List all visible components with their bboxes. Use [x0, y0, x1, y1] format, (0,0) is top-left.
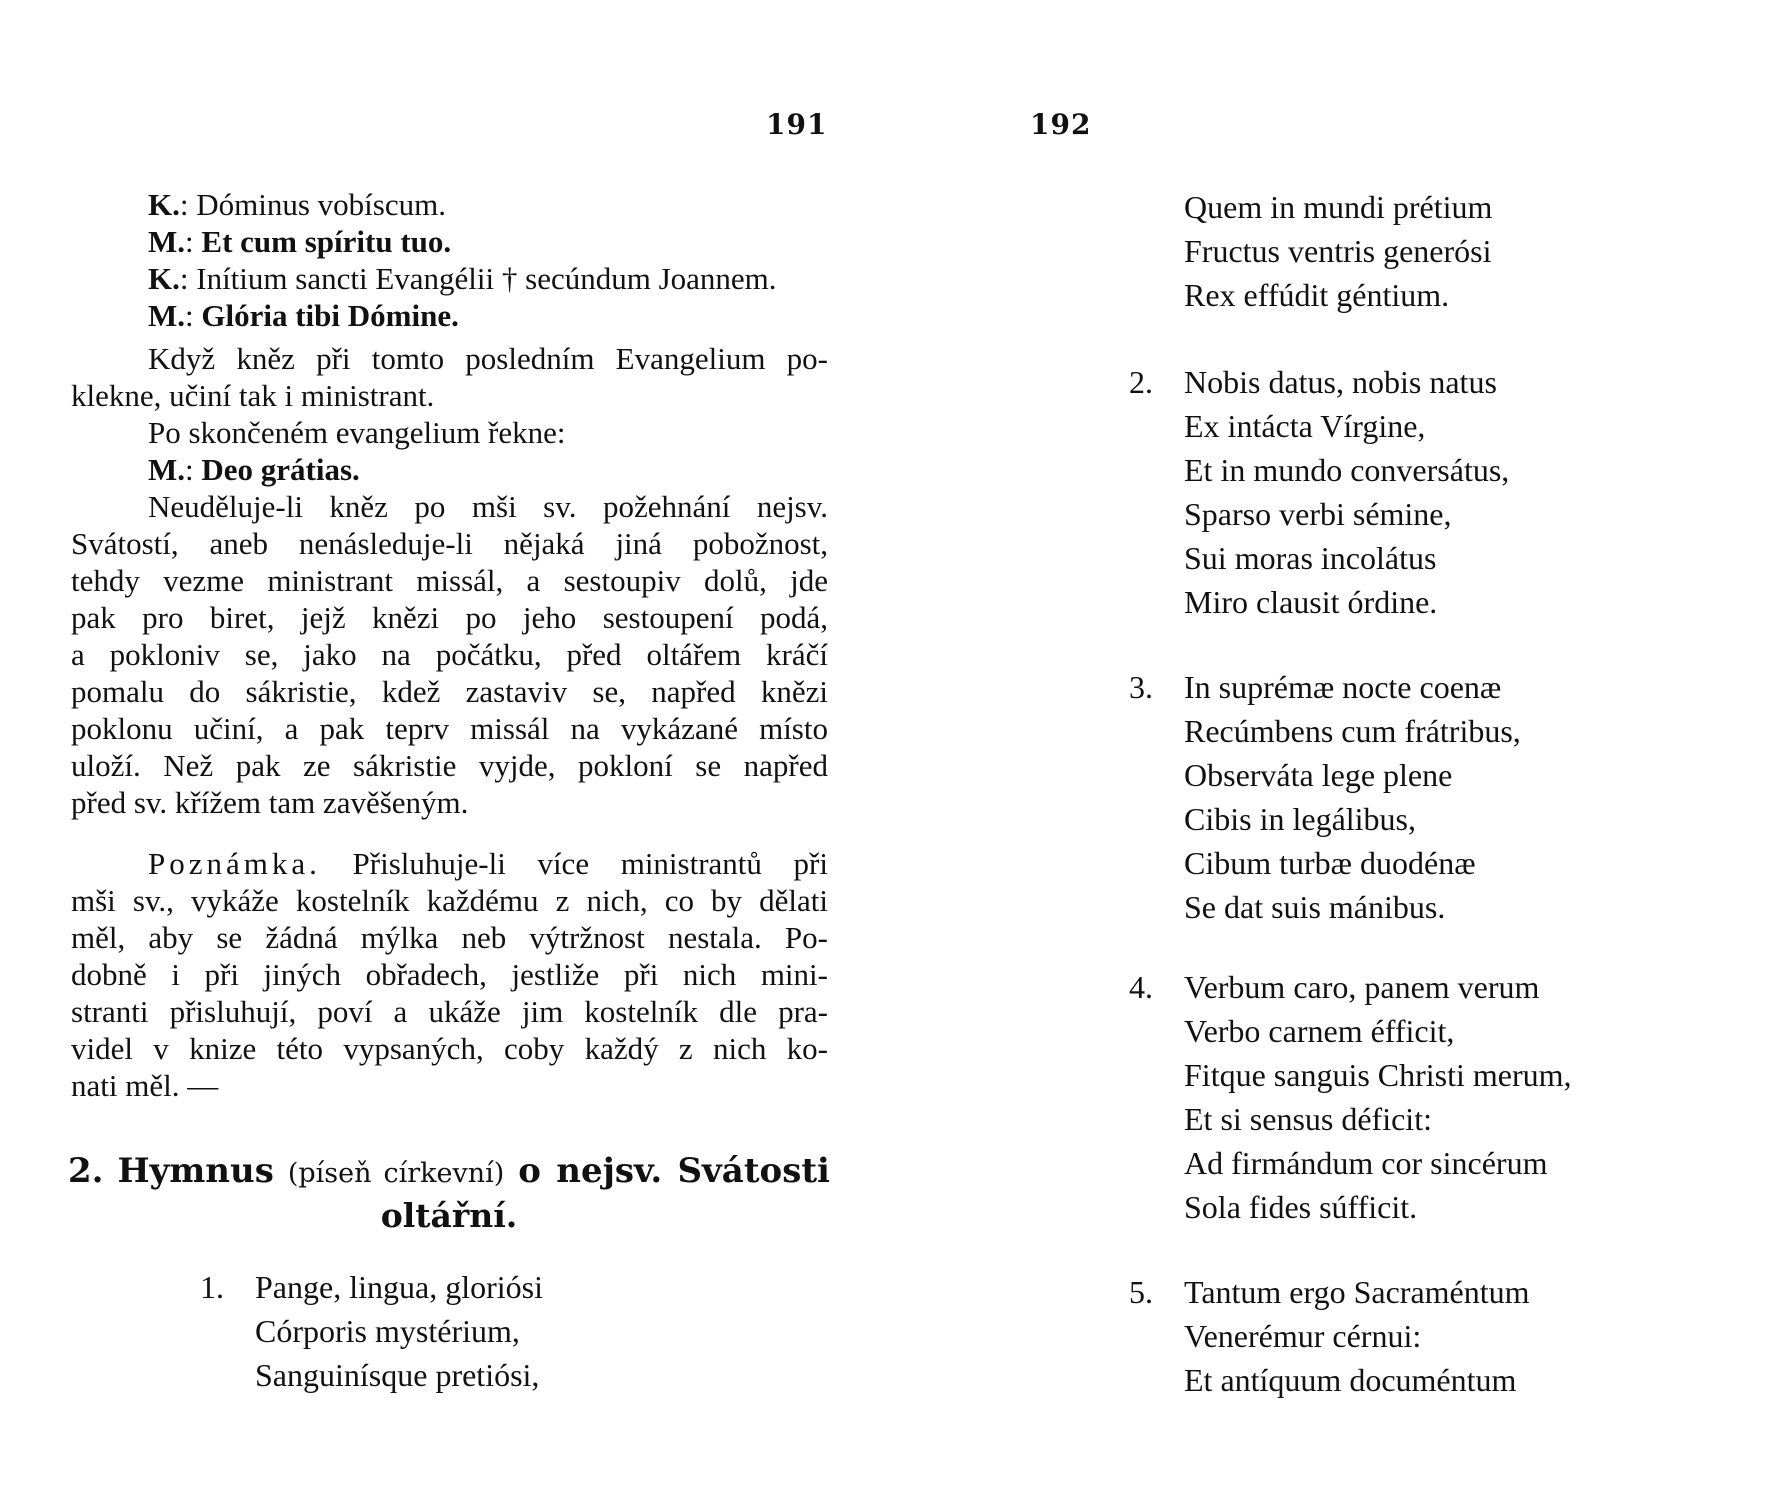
right-page: [889, 0, 1778, 1500]
stanza-number: 2.: [1129, 364, 1153, 400]
response-text: Deo grátias.: [201, 452, 360, 487]
response-line: M.: Deo grátias.: [148, 452, 360, 487]
speaker-label: M.: [148, 452, 186, 487]
stanza-verses: [1184, 360, 1509, 624]
verse-line: Sparso verbi sémine,: [1184, 496, 1452, 532]
note-line: měl, aby se žádná mýlka neb výtržnost nestala. Po-: [71, 920, 828, 955]
dialog-text: Et cum spíritu tuo.: [201, 224, 452, 259]
verse-line: Recúmbens cum frátribus,: [1184, 713, 1521, 749]
heading-number: 2.: [68, 1151, 104, 1191]
verse-line: Cibum turbæ duodénæ: [1184, 845, 1476, 881]
stanza-verses: [1184, 665, 1521, 929]
verse-line: Ex intácta Vírgine,: [1184, 408, 1426, 444]
note-label: Poznámka.: [148, 846, 321, 881]
verse-line: Sola fides súfficit.: [1184, 1189, 1418, 1225]
verse-line: Venerémur cérnui:: [1184, 1318, 1422, 1354]
heading-line: [68, 1150, 830, 1195]
verse-line: Se dat suis mánibus.: [1184, 889, 1446, 925]
verse-line: Fructus ventris generósi: [1184, 233, 1492, 269]
verse-line: Sanguinísque pretiósi,: [255, 1357, 540, 1393]
verse-line: In suprémæ nocte coenæ: [1184, 669, 1502, 705]
dialog-text: Dóminus vobíscum.: [196, 187, 446, 222]
note-text: Přisluhuje-li více ministrantů při: [352, 846, 828, 881]
stanza: [1129, 185, 1492, 317]
heading-line: oltářní.: [380, 1196, 518, 1235]
stanza-number: 5.: [1129, 1274, 1153, 1310]
verse-line: Verbum caro, panem verum: [1184, 969, 1540, 1005]
stanza-number: 1.: [200, 1269, 224, 1305]
note-line: stranti přisluhují, poví a ukáže jim kostelník dle pra-: [71, 994, 828, 1029]
speaker-label: M.: [148, 298, 186, 333]
rubric-line: pak pro biret, jejž knězi po jeho sestoupení podá,: [71, 600, 828, 635]
rubric-line: Po skončeném evangelium řekne:: [148, 415, 566, 450]
speaker-label: K.: [148, 261, 180, 296]
verse-line: Et si sensus déficit:: [1184, 1101, 1432, 1137]
rubric-line: Svátostí, aneb nenásleduje-li nějaká jiná pobožnost,: [71, 526, 828, 561]
stanza: [1129, 1270, 1530, 1402]
dialog-block: [148, 186, 828, 334]
heading-parenthetical: (píseň církevní): [287, 1158, 505, 1189]
verse-line: Córporis mystérium,: [255, 1313, 520, 1349]
dialog-text: Glória tibi Dómine.: [201, 298, 459, 333]
rubric-line: před sv. křížem tam zavěšeným.: [71, 785, 469, 820]
verse-line: Et in mundo conversátus,: [1184, 452, 1510, 488]
stanza: [1129, 965, 1572, 1229]
verse-line: Nobis datus, nobis natus: [1184, 364, 1497, 400]
verse-line: Miro clausit órdine.: [1184, 584, 1438, 620]
dialog-text: Inítium sancti Evangélii † secúndum Joannem.: [196, 261, 777, 296]
speaker-label: M.: [148, 224, 186, 259]
stanza-number: 3.: [1129, 669, 1153, 705]
hymn-heading: [68, 1150, 830, 1237]
note-block: [71, 845, 828, 1104]
stanza-verses: [1184, 1270, 1530, 1402]
stanza-verses: [1184, 965, 1572, 1229]
dialog-line: M.: Et cum spíritu tuo.: [148, 224, 452, 259]
note-line: mši sv., vykáže kostelník každému z nich, co by dělati: [71, 883, 828, 918]
verse-line: Cibis in legálibus,: [1184, 801, 1416, 837]
verse-line: Ad firmándum cor sincérum: [1184, 1145, 1548, 1181]
rubric-line: pomalu do sákristie, kdež zastaviv se, napřed knězi: [71, 674, 828, 709]
verse-line: Quem in mundi prétium: [1184, 189, 1493, 225]
heading-word: o nejsv. Svátosti: [518, 1151, 830, 1191]
dialog-line: K.: Dóminus vobíscum.: [148, 187, 446, 222]
verse-line: Fitque sanguis Christi merum,: [1184, 1057, 1572, 1093]
speaker-label: K.: [148, 187, 180, 222]
verse-line: Pange, lingua, gloriósi: [255, 1269, 543, 1305]
stanza-number: 4.: [1129, 969, 1153, 1005]
stanza-verses: [1184, 185, 1492, 317]
verse-line: Verbo carnem éfficit,: [1184, 1013, 1455, 1049]
note-line: videl v knize této vypsaných, coby každý z nich ko-: [71, 1031, 828, 1066]
stanza-verses: [255, 1265, 543, 1397]
rubric-line: Neuděluje-li kněz po mši sv. požehnání nejsv.: [148, 489, 828, 524]
stanza: [200, 1265, 543, 1397]
stanza: [1129, 665, 1521, 929]
heading-word: Hymnus: [117, 1151, 274, 1191]
note-line: dobně i při jiných obřadech, jestliže při nich mini-: [71, 957, 828, 992]
rubric-line: tehdy vezme ministrant missál, a sestoupiv dolů, jde: [71, 563, 828, 598]
verse-line: Et antíquum documéntum: [1184, 1362, 1517, 1398]
dialog-line: K.: Inítium sancti Evangélii † secúndum Joannem.: [148, 261, 777, 296]
rubric-block: [71, 340, 828, 821]
rubric-line: uloží. Než pak ze sákristie vyjde, pokloní se napřed: [71, 748, 828, 783]
note-line: [71, 845, 828, 882]
rubric-line: klekne, učiní tak i ministrant.: [71, 378, 435, 413]
dialog-line: M.: Glória tibi Dómine.: [148, 298, 459, 333]
verse-line: Sui moras incolátus: [1184, 540, 1437, 576]
page-number: 191: [766, 108, 828, 141]
note-line: nati měl. —: [71, 1068, 219, 1103]
verse-line: Observáta lege plene: [1184, 757, 1453, 793]
verse-line: Rex effúdit géntium.: [1184, 277, 1450, 313]
rubric-line: a pokloniv se, jako na počátku, před oltářem kráčí: [71, 637, 828, 672]
page-number: 192: [1030, 108, 1092, 141]
rubric-line: poklonu učiní, a pak teprv missál na vykázané místo: [71, 711, 828, 746]
verse-line: Tantum ergo Sacraméntum: [1184, 1274, 1530, 1310]
rubric-line: Když kněz při tomto posledním Evangelium po-: [148, 341, 828, 376]
stanza: [1129, 360, 1509, 624]
